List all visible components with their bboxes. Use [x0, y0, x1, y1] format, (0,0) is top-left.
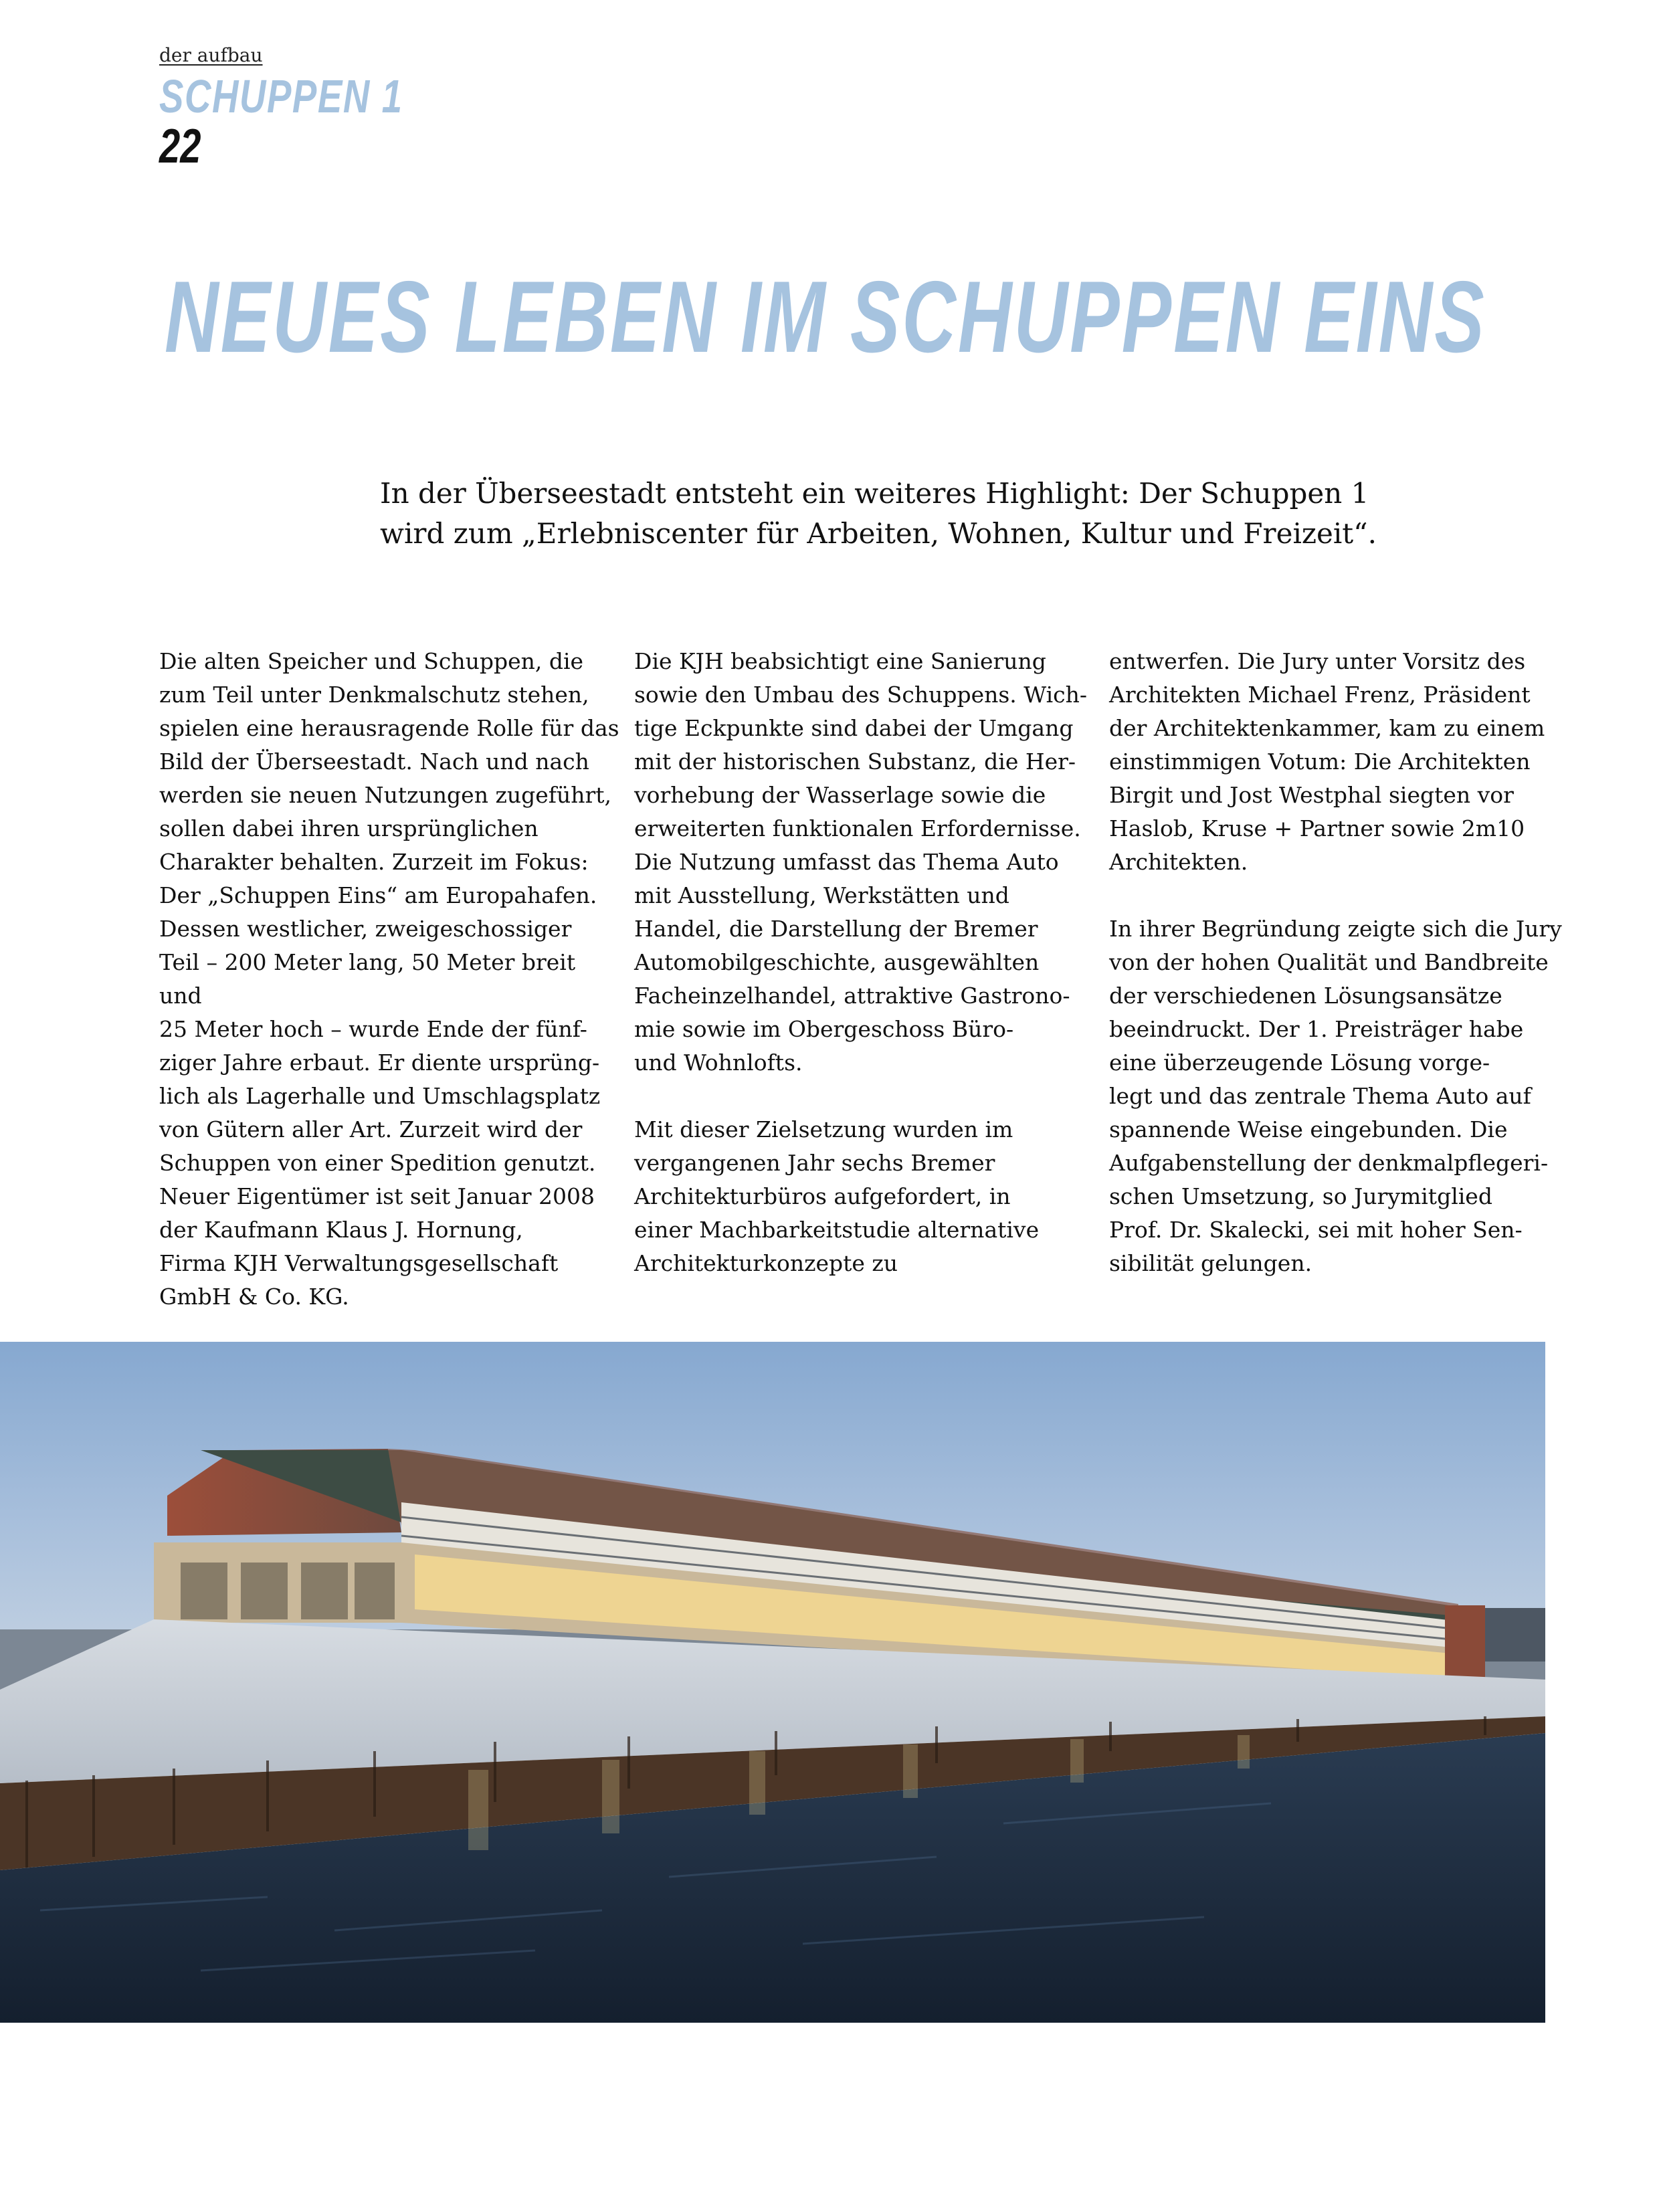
section-label: der aufbau — [159, 44, 263, 66]
article-lead: In der Überseestadt entsteht ein weiteres Highlight: Der Schuppen 1 wird zum „Erlebniscenter für Arbeiten, Wohnen, Kultur und Freizeit“. — [380, 477, 1377, 550]
article-column-1 — [159, 645, 621, 1314]
architectural-rendering — [0, 1342, 1545, 2023]
body-paragraph: In ihrer Begründung zeigte sich die Jury von der hohen Qualität und Bandbreite der verschiedenen Lösungsansätze beeindruckt. Der 1. Preisträger habe eine überzeugende Lösung vorge- legt und das zentrale Thema Auto auf spannende Weise eingebunden. Die Aufgabenstellung der denkmalpflegeri- schen Umsetzung, so Jurymitglied Prof. Dr. Skalecki, sei mit hoher Sen- sibilität gelungen. — [1109, 916, 1562, 1276]
section-title: SCHUPPEN 1 — [159, 70, 403, 122]
building-end-tower — [1445, 1605, 1485, 1679]
body-paragraph: Die KJH beabsichtigt eine Sanierung sowie den Umbau des Schuppens. Wich- tige Eckpunkte sind dabei der Umgang mit der historischen Substanz, die Her- vorhebung der Wasserlage sowie die erweiterten funktionalen Erfordernisse. Die Nutzung umfasst das Thema Auto mit Ausstellung, Werkstätten und Handel, die Darstellung der Bremer Automobilgeschichte, ausgewählten Facheinzelhandel, attraktive Gastrono- mie sowie im Obergeschoss Büro- und Wohnlofts. — [634, 648, 1088, 1076]
page-number: 22 — [159, 120, 201, 173]
article-column-3 — [1109, 645, 1571, 1280]
article-headline: NEUES LEBEN IM SCHUPPEN EINS — [165, 260, 1486, 374]
body-paragraph: entwerfen. Die Jury unter Vorsitz des Architekten Michael Frenz, Präsident der Architektenkammer, kam zu einem einstimmigen Votum: Die Architekten Birgit und Jost Westphal siegten vor Haslob, Kruse + Partner sowie 2m10 Architekten. — [1109, 648, 1545, 875]
body-paragraph: Die alten Speicher und Schuppen, die zum Teil unter Denkmalschutz stehen, spielen eine herausragende Rolle für das Bild der Überseestadt. Nach und nach werden sie neuen Nutzungen zugeführt, sollen dabei ihren ursprünglichen Charakter behalten. Zurzeit im Fokus: Der „Schuppen Eins“ am Europahafen. Dessen westlicher, zweigeschossiger Teil – 200 Meter lang, 50 Meter breit und 25 Meter hoch – wurde Ende der fünf- ziger Jahre erbaut. Er diente ursprüng- lich als Lagerhalle und Umschlagsplatz von Gütern aller Art. Zurzeit wird der Schuppen von einer Spedition genutzt. Neuer Eigentümer ist seit Januar 2008 der Kaufmann Klaus J. Hornung, Firma KJH Verwaltungsgesellschaft GmbH & Co. KG. — [159, 648, 619, 1310]
body-paragraph: Mit dieser Zielsetzung wurden im vergangenen Jahr sechs Bremer Architekturbüros aufgefordert, in einer Machbarkeitstudie alternative Architekturkonzepte zu — [634, 1116, 1040, 1276]
article-column-2 — [634, 645, 1096, 1280]
